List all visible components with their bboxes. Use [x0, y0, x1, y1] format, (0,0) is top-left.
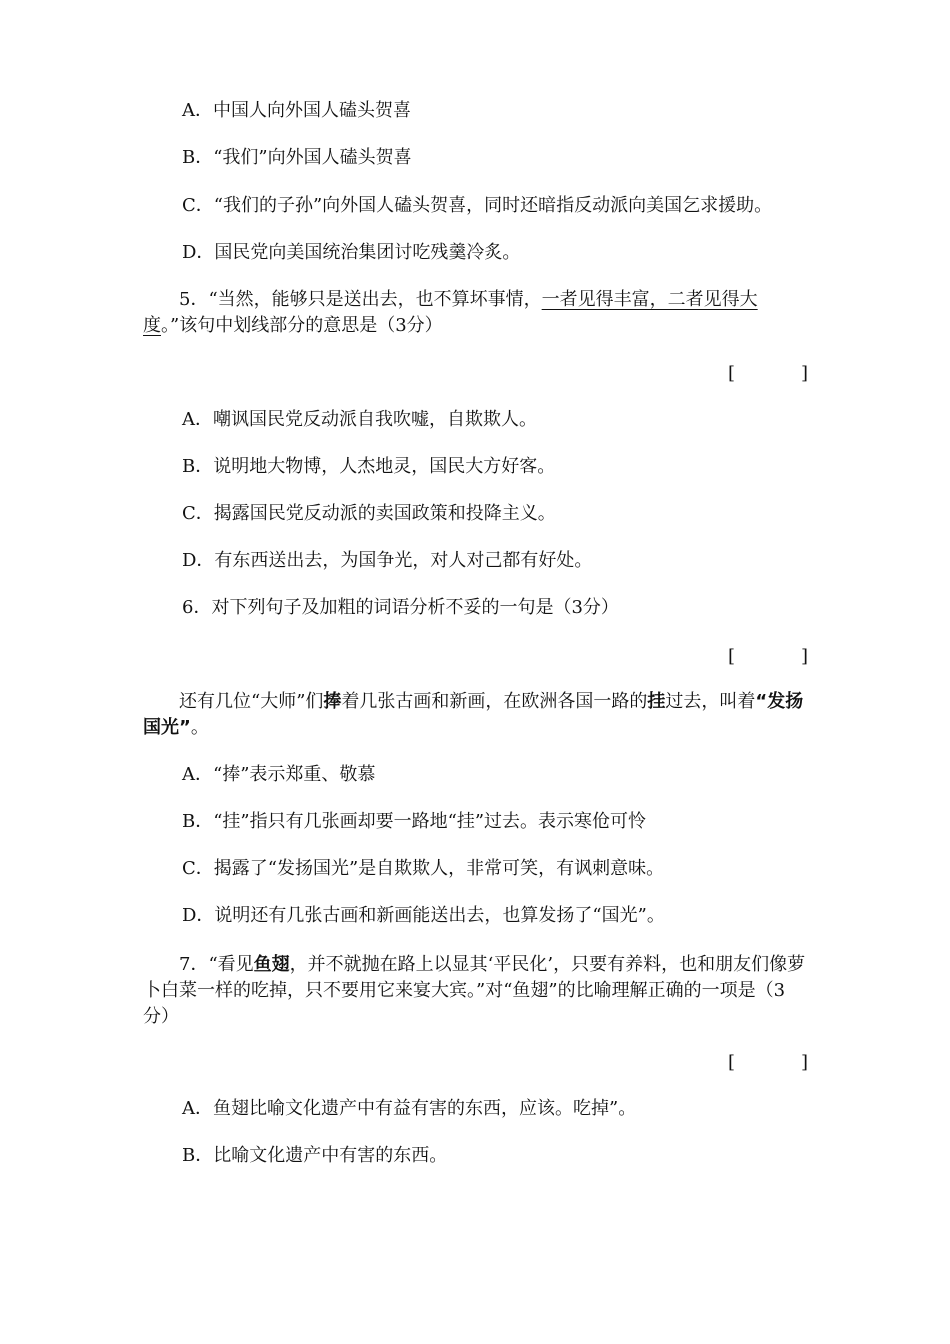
q5-underlined-phrase: 一者见得丰富，二者见得大度	[143, 289, 758, 336]
q5-option-c: C．揭露国民党反动派的卖国政策和投降主义。	[182, 503, 556, 524]
q5-option-a: A．嘲讽国民党反动派自我吹嘘，自欺欺人。	[182, 409, 537, 430]
bold-phrase-fayang-guoguang: “发扬国光”	[143, 691, 804, 738]
q6-option-c: C．揭露了“发扬国光”是自欺欺人，非常可笑，有讽刺意味。	[182, 858, 665, 879]
q7-stem	[143, 952, 808, 1030]
bracket-close: ]	[800, 1052, 808, 1073]
bracket-close: ]	[800, 363, 808, 384]
bold-word-yuchi: 鱼翅	[253, 954, 290, 975]
q6-option-b: B．“挂”指只有几张画却要一路地“挂”过去。表示寒伧可怜	[182, 811, 647, 832]
q6-stem: 6．对下列句子及加粗的词语分析不妥的一句是（3分）	[182, 597, 619, 618]
bracket-open: [	[728, 1052, 736, 1073]
quote-text: 过去，叫着	[665, 691, 756, 712]
q5-option-d: D．有东西送出去，为国争光，对人对己都有好处。	[182, 550, 593, 571]
q6-option-a: A．“捧”表示郑重、敬慕	[182, 764, 376, 785]
quote-text: 还有几位“大师”们	[179, 691, 324, 712]
stem-text: ，并不就抛在路上以显其‘平民化’，只要有养料，也和朋友们像萝卜白菜一样的吃掉，只不要用它来宴大宾。”对“鱼翅”的比喻理解正确的一项是（3分）	[143, 954, 806, 1027]
bracket-open: [	[728, 363, 736, 384]
q7-option-b: B．比喻文化遗产中有害的东西。	[182, 1145, 448, 1166]
q4-option-b: B．“我们”向外国人磕头贺喜	[182, 147, 412, 168]
q5-answer-bracket	[728, 362, 808, 386]
stem-text: 7．“看见	[179, 954, 254, 975]
q4-option-d: D．国民党向美国统治集团讨吃残羹冷炙。	[182, 242, 521, 263]
q6-option-d: D．说明还有几张古画和新画能送出去，也算发扬了“国光”。	[182, 905, 665, 926]
q4-option-c: C．“我们的子孙”向外国人磕头贺喜，同时还暗指反动派向美国乞求援助。	[182, 195, 773, 216]
q5-stem-suffix: 。”该句中划线部分的意思是（3分）	[161, 315, 443, 336]
q7-answer-bracket	[728, 1051, 808, 1075]
q5-stem-prefix: 5．“当然，能够只是送出去，也不算坏事情，	[179, 289, 542, 310]
q5-stem	[143, 287, 808, 339]
bracket-open: [	[728, 646, 736, 667]
q7-option-a: A．鱼翅比喻文化遗产中有益有害的东西，应该。吃掉”。	[182, 1098, 637, 1119]
bold-word-gua: 挂	[647, 691, 666, 712]
bold-word-peng: 捧	[323, 691, 342, 712]
quote-text: 。	[190, 717, 209, 738]
q5-option-b: B．说明地大物博，人杰地灵，国民大方好客。	[182, 456, 556, 477]
q6-quoted-sentence	[143, 689, 808, 741]
q6-answer-bracket	[728, 645, 808, 669]
quote-text: 着几张古画和新画，在欧洲各国一路的	[341, 691, 648, 712]
q4-option-a: A．中国人向外国人磕头贺喜	[182, 100, 411, 121]
bracket-close: ]	[800, 646, 808, 667]
